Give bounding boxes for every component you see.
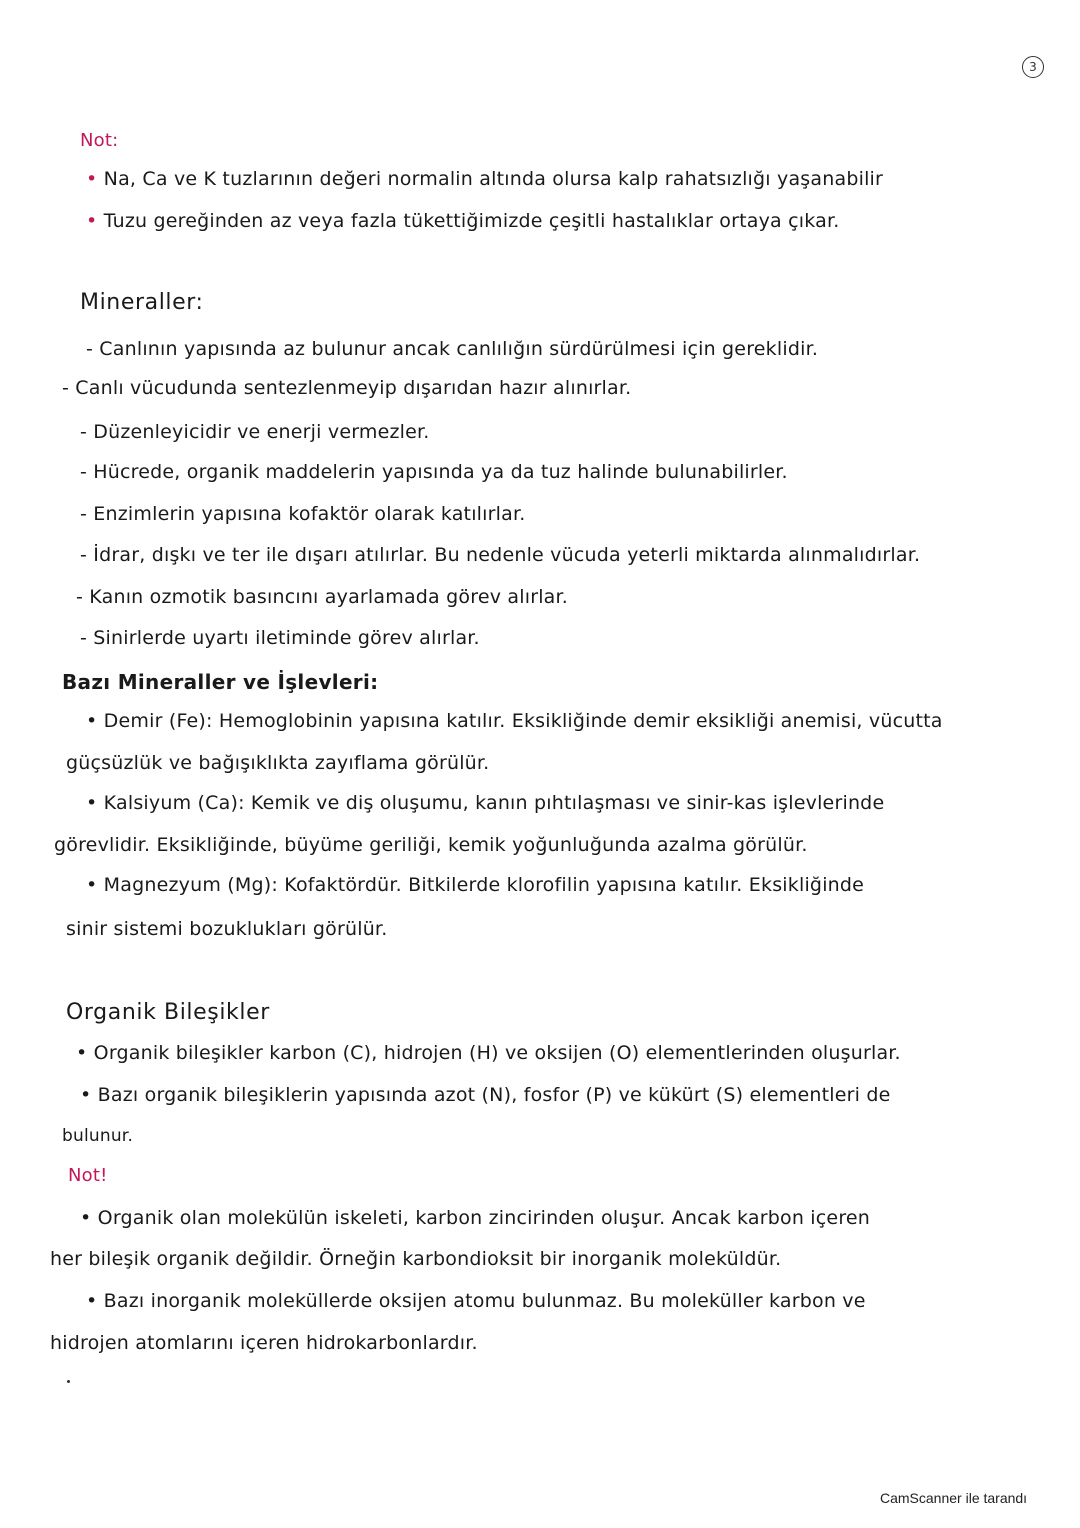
mineral-iron-line2: güçsüzlük ve bağışıklıkta zayıflama görülür. [66,752,490,774]
bullet-icon: • [86,874,98,896]
bullet-icon: • [86,710,98,732]
note-paragraph-line: hidrojen atomlarını içeren hidrokarbonlardır. [50,1332,478,1354]
mineral-calcium-line1: Kalsiyum (Ca): Kemik ve diş oluşumu, kanın pıhtılaşması ve sinir-kas işlevlerinde [103,792,885,814]
list-item-text: Kanın ozmotik basıncını ayarlamada görev alırlar. [89,586,569,608]
list-item: - Enzimlerin yapısına kofaktör olarak katılırlar. [80,503,526,525]
section-heading-organic: Organik Bileşikler [66,1000,270,1025]
list-item: - Kanın ozmotik basıncını ayarlamada görev alırlar. [76,586,569,608]
list-item: - Canlı vücudunda sentezlenmeyip dışarıdan hazır alınırlar. [62,377,632,399]
organic-bullet [76,1042,901,1064]
organic-bullet-continuation: bulunur. [62,1126,134,1146]
bullet-icon: • [86,168,98,190]
note-paragraph-line: Bazı inorganik moleküllerde oksijen atomu bulunmaz. Bu moleküller karbon ve [103,1290,866,1312]
mineral-magnesium [86,874,864,896]
list-item-text: Hücrede, organik maddelerin yapısında ya da tuz halinde bulunabilirler. [93,461,788,483]
bullet-icon: • [86,210,98,232]
note-bullet [86,210,839,232]
mineral-calcium-line2: görevlidir. Eksikliğinde, büyüme geriliği, kemik yoğunluğunda azalma görülür. [54,834,808,856]
bullet-icon: • [86,792,98,814]
list-item: - Canlının yapısında az bulunur ancak canlılığın sürdürülmesi için gereklidir. [86,338,819,360]
note-bullet [86,168,883,190]
section-heading-minerals: Mineraller: [80,290,204,315]
list-item: - Sinirlerde uyartı iletiminde görev alırlar. [80,627,480,649]
note-label: Not: [80,130,119,151]
list-item-text: İdrar, dışkı ve ter ile dışarı atılırlar. Bu nedenle vücuda yeterli miktarda alınmalıdırlar. [93,544,921,566]
scanner-watermark: CamScanner ile tarandı [880,1490,1028,1506]
page-number: 3 [1022,56,1044,78]
list-item: - Düzenleyicidir ve enerji vermezler. [80,421,430,443]
bullet-icon: • [76,1042,88,1064]
list-item-text: Düzenleyicidir ve enerji vermezler. [93,421,430,443]
organic-bullet-text: Organik bileşikler karbon (C), hidrojen (H) ve oksijen (O) elementlerinden oluşurlar. [93,1042,901,1064]
mineral-magnesium-line1: Magnezyum (Mg): Kofaktördür. Bitkilerde klorofilin yapısına katılır. Eksikliğinde [103,874,865,896]
list-item: - İdrar, dışkı ve ter ile dışarı atılırlar. Bu nedenle vücuda yeterli miktarda alınmalıdırlar. [80,544,921,566]
list-item: - Hücrede, organik maddelerin yapısında ya da tuz halinde bulunabilirler. [80,461,788,483]
bullet-icon: • [80,1084,92,1106]
bullet-icon: • [80,1207,92,1229]
list-item-text: Canlı vücudunda sentezlenmeyip dışarıdan hazır alınırlar. [75,377,632,399]
note-paragraph-line: Organik olan molekülün iskeleti, karbon zincirinden oluşur. Ancak karbon içeren [97,1207,871,1229]
note-label: Not! [68,1165,108,1186]
section-heading-some-minerals: Bazı Mineraller ve İşlevleri: [62,670,379,694]
note-paragraph [86,1290,866,1312]
note-paragraph-line: her bileşik organik değildir. Örneğin karbondioksit bir inorganik moleküldür. [50,1248,782,1270]
mineral-iron [86,710,943,732]
list-item-text: Sinirlerde uyartı iletiminde görev alırlar. [93,627,480,649]
note-bullet-text: Tuzu gereğinden az veya fazla tükettiğimizde çeşitli hastalıklar ortaya çıkar. [103,210,840,232]
mineral-calcium [86,792,884,814]
organic-bullet [80,1084,891,1106]
organic-bullet-text: Bazı organik bileşiklerin yapısında azot (N), fosfor (P) ve kükürt (S) elementleri de [97,1084,891,1106]
bullet-icon: • [86,1290,98,1312]
mineral-iron-line1: Demir (Fe): Hemoglobinin yapısına katılır. Eksikliğinde demir eksikliği anemisi, vücutta [103,710,943,732]
mineral-magnesium-line2: sinir sistemi bozuklukları görülür. [66,918,388,940]
note-paragraph [80,1207,870,1229]
list-item-text: Canlının yapısında az bulunur ancak canlılığın sürdürülmesi için gereklidir. [99,338,819,360]
stray-dot [67,1380,70,1383]
note-bullet-text: Na, Ca ve K tuzlarının değeri normalin altında olursa kalp rahatsızlığı yaşanabilir [103,168,884,190]
list-item-text: Enzimlerin yapısına kofaktör olarak katılırlar. [93,503,526,525]
